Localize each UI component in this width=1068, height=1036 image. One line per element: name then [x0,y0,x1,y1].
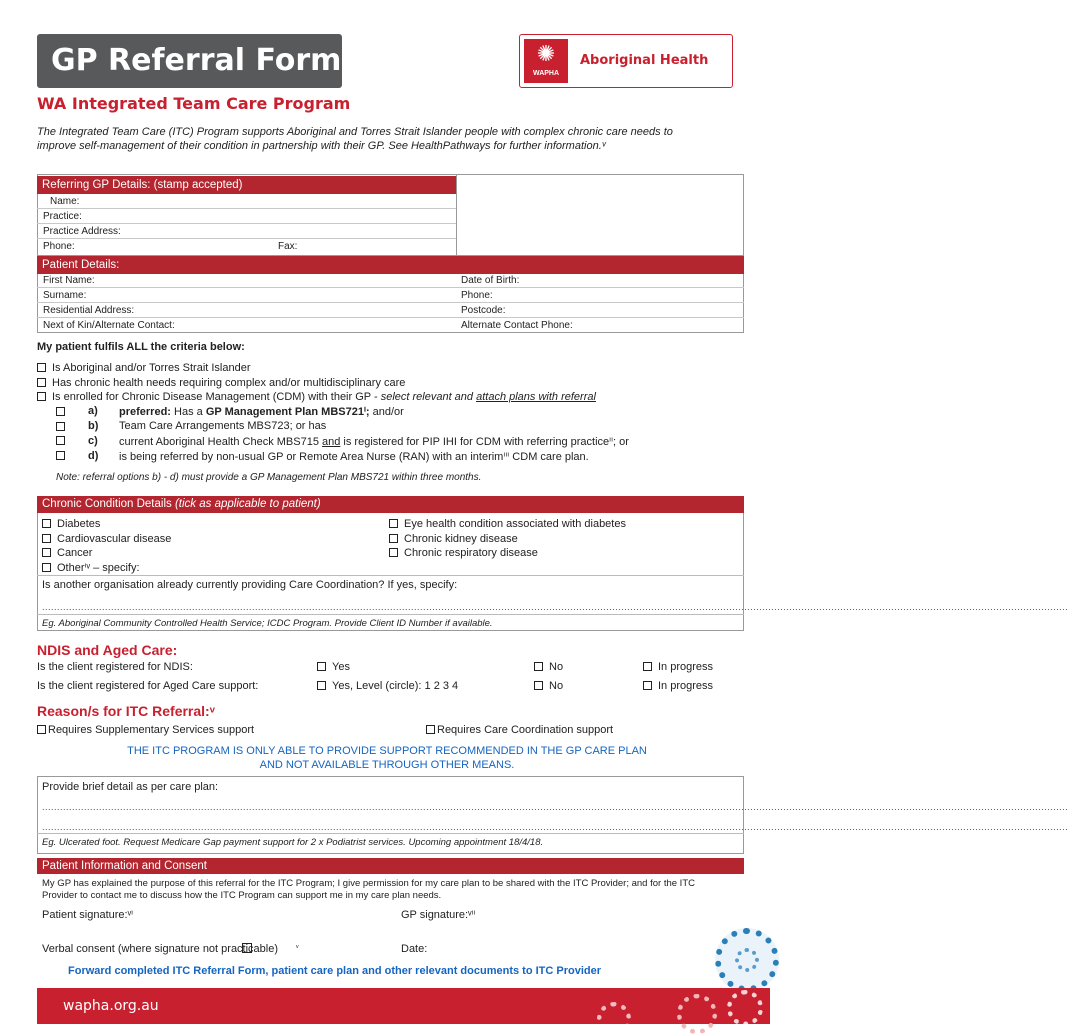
checkbox-b[interactable] [56,422,65,431]
condition-other[interactable]: Otherⁱᵛ – specify: [42,561,140,574]
condition-diabetes[interactable]: Diabetes [42,518,100,530]
coordination-question: Is another organisation already currently providing Care Coordination? If yes, specify: [42,579,458,591]
condition-cardiovascular[interactable]: Cardiovascular disease [42,533,171,545]
next-of-kin-field[interactable]: Next of Kin/Alternate Contact: [43,320,175,331]
criteria-heading: My patient fulfils ALL the criteria below: [37,341,245,353]
sunburst-icon: ✺ [536,41,556,66]
verbal-consent-field[interactable]: Verbal consent (where signature not practicable) $^ᵛ$ [42,943,299,955]
option-letter: d) [88,450,99,462]
date-field[interactable]: Date: [401,943,428,955]
gp-fax-field[interactable]: Fax: [278,241,298,252]
form-title-banner [37,34,342,88]
aged-care-yes[interactable]: Yes, Level (circle): 1 2 3 4 [317,680,458,692]
itc-notice-line-1: THE ITC PROGRAM IS ONLY ABLE TO PROVIDE SUPPORT RECOMMENDED IN THE GP CARE PLAN [127,745,647,757]
gp-name-field[interactable]: Name: [37,194,456,209]
program-subtitle: WA Integrated Team Care Program [37,94,351,113]
ndis-question: Is the client registered for NDIS: [37,661,193,673]
form-title: GP Referral Form [51,43,342,78]
condition-eye-health[interactable]: Eye health condition associated with diabetes [389,518,626,530]
ndis-yes[interactable]: Yes [317,661,350,673]
ndis-heading: NDIS and Aged Care: [37,642,178,658]
checkbox[interactable] [37,363,46,372]
footer-bar [37,988,770,1024]
itc-notice-line-2: AND NOT AVAILABLE THROUGH OTHER MEANS. [259,759,515,771]
gp-phone-field[interactable]: Phone: [43,241,75,252]
patient-phone-field[interactable]: Phone: [461,290,493,301]
patient-postcode-field[interactable]: Postcode: [461,305,506,316]
intro-paragraph: The Integrated Team Care (ITC) Program supports Aboriginal and Torres Strait Islander people with complex chronic care needs to improve self-management of their condition in partnership with their GP. See HealthPathways for further information.ᵛ [37,126,673,152]
checkbox-a[interactable] [56,407,65,416]
option-c-text: current Aboriginal Health Check MBS715 and is registered for PIP IHI for CDM with referring practiceⁱⁱ; or [119,436,629,448]
alt-contact-phone-field[interactable]: Alternate Contact Phone: [461,320,573,331]
reason-coordination[interactable]: Requires Care Coordination support [426,724,613,736]
coordination-example: Eg. Aboriginal Community Controlled Health Service; ICDC Program. Provide Client ID Number if available. [42,618,493,629]
coordination-answer-line[interactable]: ...................................................................................................................................................................................................................................................................................................................................................... [42,602,1068,612]
dot-art-decoration [735,948,759,972]
gp-details-heading: Referring GP Details: (stamp accepted) [37,176,456,194]
patient-signature-field[interactable]: Patient signature:ᵛⁱ [42,909,134,921]
gp-stamp-area[interactable] [457,175,743,255]
dot-art-decoration [727,990,763,1026]
option-letter: b) [88,420,99,432]
checkbox-c[interactable] [56,436,65,445]
aged-care-in-progress[interactable]: In progress [643,680,713,692]
care-plan-line[interactable]: ...................................................................................................................................................................................................................................................................................................................................................... [42,802,1068,812]
criteria-item-cdm[interactable]: Is enrolled for Chronic Disease Management (CDM) with their GP - select relevant and attach plans with referral [37,391,596,403]
verbal-consent-checkbox[interactable] [242,943,252,953]
checkbox[interactable] [37,392,46,401]
wapha-logo-mark: ✺ WAPHA [524,39,568,83]
consent-heading: Patient Information and Consent [37,858,744,874]
checkbox-d[interactable] [56,451,65,460]
patient-dob-field[interactable]: Date of Birth: [461,275,520,286]
gp-signature-field[interactable]: GP signature:ᵛⁱⁱ [401,909,476,921]
reason-supplementary[interactable]: Requires Supplementary Services support [37,724,254,736]
chronic-heading: Chronic Condition Details (tick as applicable to patient) [37,496,744,513]
option-letter: c) [88,435,98,447]
patient-address-field[interactable]: Residential Address: [37,303,744,318]
referral-note: Note: referral options b) - d) must provide a GP Management Plan MBS721 within three months. [56,472,482,483]
checkbox[interactable] [37,378,46,387]
option-a-text: preferred: Has a GP Management Plan MBS721ⁱ; and/or [119,406,404,418]
aboriginal-health-logo [519,34,733,88]
gp-practice-field[interactable]: Practice: [37,209,456,224]
patient-details-heading: Patient Details: [37,256,744,274]
option-d-text: is being referred by non-usual GP or Remote Area Nurse (RAN) with an interimⁱⁱⁱ CDM care plan. [119,451,589,463]
aged-care-question: Is the client registered for Aged Care support: [37,680,259,692]
option-letter: a) [88,405,98,417]
condition-cancer[interactable]: Cancer [42,547,92,559]
dot-art-decoration [677,994,717,1034]
ndis-no[interactable]: No [534,661,563,673]
criteria-item[interactable]: Is Aboriginal and/or Torres Strait Islander [37,362,251,374]
condition-respiratory[interactable]: Chronic respiratory disease [389,547,538,559]
reasons-heading: Reason/s for ITC Referral:ᵛ [37,703,215,719]
logo-text: Aboriginal Health [580,53,709,68]
footer-url[interactable]: wapha.org.au [63,998,159,1014]
care-plan-example: Eg. Ulcerated foot. Request Medicare Gap payment support for 2 x Podiatrist services. Upcoming appointment 18/4/18. [42,837,544,848]
patient-surname-field[interactable]: Surname: [37,288,744,303]
gp-practice-address-field[interactable]: Practice Address: [37,224,456,239]
care-plan-line[interactable]: ...................................................................................................................................................................................................................................................................................................................................................... [42,822,1068,832]
condition-kidney[interactable]: Chronic kidney disease [389,533,518,545]
ndis-in-progress[interactable]: In progress [643,661,713,673]
consent-text: My GP has explained the purpose of this referral for the ITC Program; I give permission for my care plan to be shared with the ITC Provider; and for the ITC Provider to contact me to discuss how the ITC Program can support me in my care plan needs. [42,878,695,901]
dot-art-decoration [597,1002,631,1036]
aged-care-no[interactable]: No [534,680,563,692]
option-b-text: Team Care Arrangements MBS723; or has [119,420,327,432]
criteria-item[interactable]: Has chronic health needs requiring complex and/or multidisciplinary care [37,377,405,389]
care-plan-label: Provide brief detail as per care plan: [42,781,219,793]
forward-note: Forward completed ITC Referral Form, patient care plan and other relevant documents to ITC Provider [68,965,601,977]
patient-first-name-field[interactable]: First Name: [37,273,744,288]
